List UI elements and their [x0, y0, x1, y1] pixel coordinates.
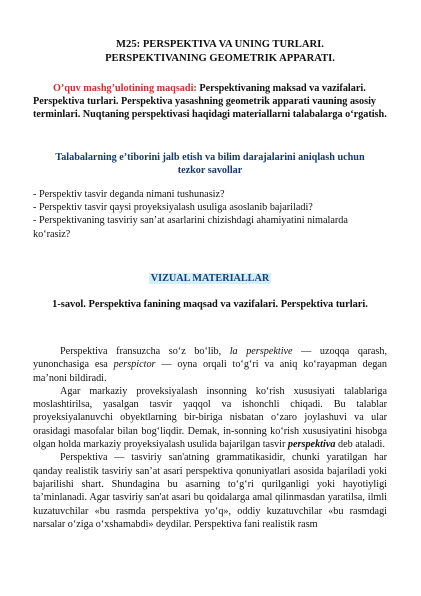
question-item: - Perspektivaning tasviriy san’at asarlarini chizishdagi ahamiyatini nimalarda ko‘rasiz? — [33, 215, 348, 240]
paragraph-2-text-a: Agar markaziy proveksiyalash insonning ko‘rish xususiyati talablariga moslashtirilsa, yasalgan tasvir yaqqol va ishonchli chiqadi. Bu talablar proyeksiyalanuvchi obyektlarning bir-biriga nisbatan o‘zaro joylashuvi va ular orasidagi masofalar bilan bog‘liqdir. Demak, in-sonning ko‘rish xususiyatini hisobga olgan holda markaziy proyeksiyalash usulida bajarilgan tasvir — [33, 385, 387, 451]
term-perspictor: perspictor — [113, 359, 156, 371]
visual-materials-label: VIZUAL MATERIALLAR — [150, 273, 270, 284]
body-text — [33, 345, 387, 531]
paragraph-1 — [33, 345, 387, 385]
questions-heading-line-2: tezkor savollar — [177, 165, 243, 177]
paragraph-1-text-c: — uzoqqa qarash, yunonchasiga esa — [33, 346, 387, 371]
paragraph-2 — [33, 385, 387, 451]
visual-materials-heading — [33, 272, 387, 285]
purpose-text: Perspektivaning maksad va vazifalari. Perspektiva turlari. Perspektiva yasashning geometrik apparati vauning asosiy terminlari. Nuqtaning perspektivasi haqidagi materiallarni talabalarga o‘rgatish. — [33, 83, 387, 121]
question-item: - Perspektiv tasvir qaysi proyeksiyalash usuliga asoslanib bajariladi? — [33, 202, 313, 214]
page-title — [60, 38, 380, 66]
title-line-2: PERSPEKTIVANING GEOMETRIK APPARATI. — [105, 53, 335, 64]
paragraph-1-text-e: — oyna orqali to‘g‘ri va aniq ko‘rayapman degan ma’noni bildiradi. — [33, 359, 387, 384]
quick-questions-list — [33, 188, 387, 241]
paragraph-3: Perspektiva — tasviriy san'atning grammatikasidir, chunki yaratilgan har qanday realistik tasviriy san’at asari perspektiva qonuniyatlari asosida bajariladi yoki bajarilishi shart. Shundagina bu asarning to‘g‘ri qurilganligi yoki hayotiyligi ta’minlanadi. Agar tasviriy san'at asari bu qoidalarga amal qilinmasdan yaratilsa, ilmli kuzatuvchilar «bu rasmda perspektiva yo‘q», oddiy kuzatuvchilar «bu rasmdagi narsalar o‘ziga o‘xshamabdi» deydilar. Perspektiva fani realistik rasm — [33, 452, 387, 530]
paragraph-1-text-a: Perspektiva fransuzcha so‘z bo‘lib, — [60, 346, 230, 357]
paragraph-2-text-c: deb ataladi. — [335, 439, 385, 451]
question-item: - Perspektiv tasvir deganda nimani tushunasiz? — [33, 189, 225, 200]
term-la-perspektive: la perspektive — [229, 346, 293, 357]
purpose-label: O’quv mashg’ulotining maqsadi: — [53, 83, 197, 94]
questions-heading — [33, 151, 387, 177]
term-perspektiva: perspektiva — [287, 439, 336, 451]
question-1-heading: 1-savol. Perspektiva fanining maqsad va vazifalari. Perspektiva turlari. — [52, 299, 368, 310]
title-line-1: M25: PERSPEKTIVA VA UNING TURLARI. — [116, 39, 324, 50]
lesson-purpose — [33, 82, 387, 122]
questions-heading-line-1: Talabalarning e’tiborini jalb etish va bilim darajalarini aniqlash uchun — [55, 152, 365, 163]
